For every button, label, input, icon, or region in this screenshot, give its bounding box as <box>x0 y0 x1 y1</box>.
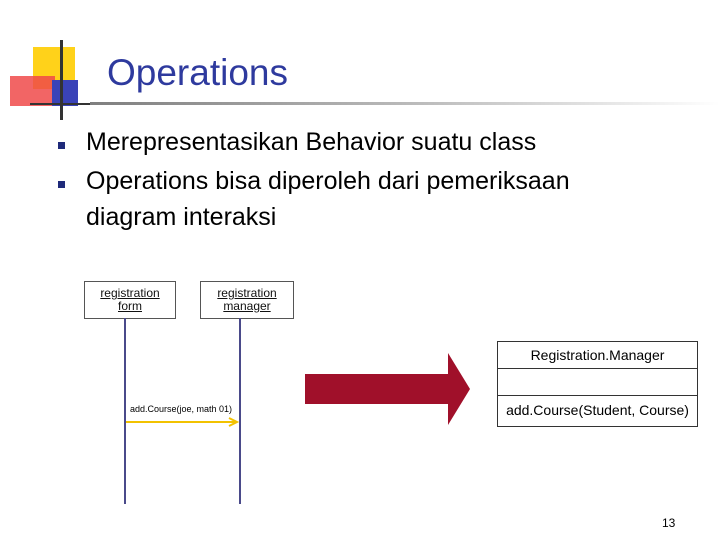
object-label-line1: registration <box>217 286 277 300</box>
title-decoration-horizontal-line <box>30 103 90 105</box>
title-underline-rule <box>90 102 720 105</box>
bullet-text-2: Operations bisa diperoleh dari pemeriksaan <box>86 167 570 195</box>
object-label-line2: form <box>118 299 142 313</box>
title-decoration-vertical-line <box>60 40 63 120</box>
bullet-text-2-continued: diagram interaksi <box>86 203 277 231</box>
message-arrow <box>124 415 244 429</box>
slide-title: Operations <box>107 52 288 93</box>
object-label-line2: manager <box>223 299 271 313</box>
class-attributes-compartment <box>498 369 697 396</box>
class-name: Registration.Manager <box>498 342 697 369</box>
object-registration-form <box>84 281 176 319</box>
bullet-marker-1 <box>58 142 65 149</box>
bullet-text-1: Merepresentasikan Behavior suatu class <box>86 128 537 156</box>
lifeline-registration-manager <box>239 318 241 504</box>
object-registration-manager <box>200 281 294 319</box>
bullet-marker-2 <box>58 181 65 188</box>
lifeline-registration-form <box>124 318 126 504</box>
title-decoration-red-square <box>10 76 55 106</box>
message-label: add.Course(joe, math 01) <box>130 404 233 414</box>
page-number: 13 <box>662 516 676 530</box>
object-label-line1: registration <box>100 286 160 300</box>
class-operation: add.Course(Student, Course) <box>506 402 689 418</box>
transformation-arrow <box>304 352 472 426</box>
class-box-registration-manager <box>497 341 698 427</box>
